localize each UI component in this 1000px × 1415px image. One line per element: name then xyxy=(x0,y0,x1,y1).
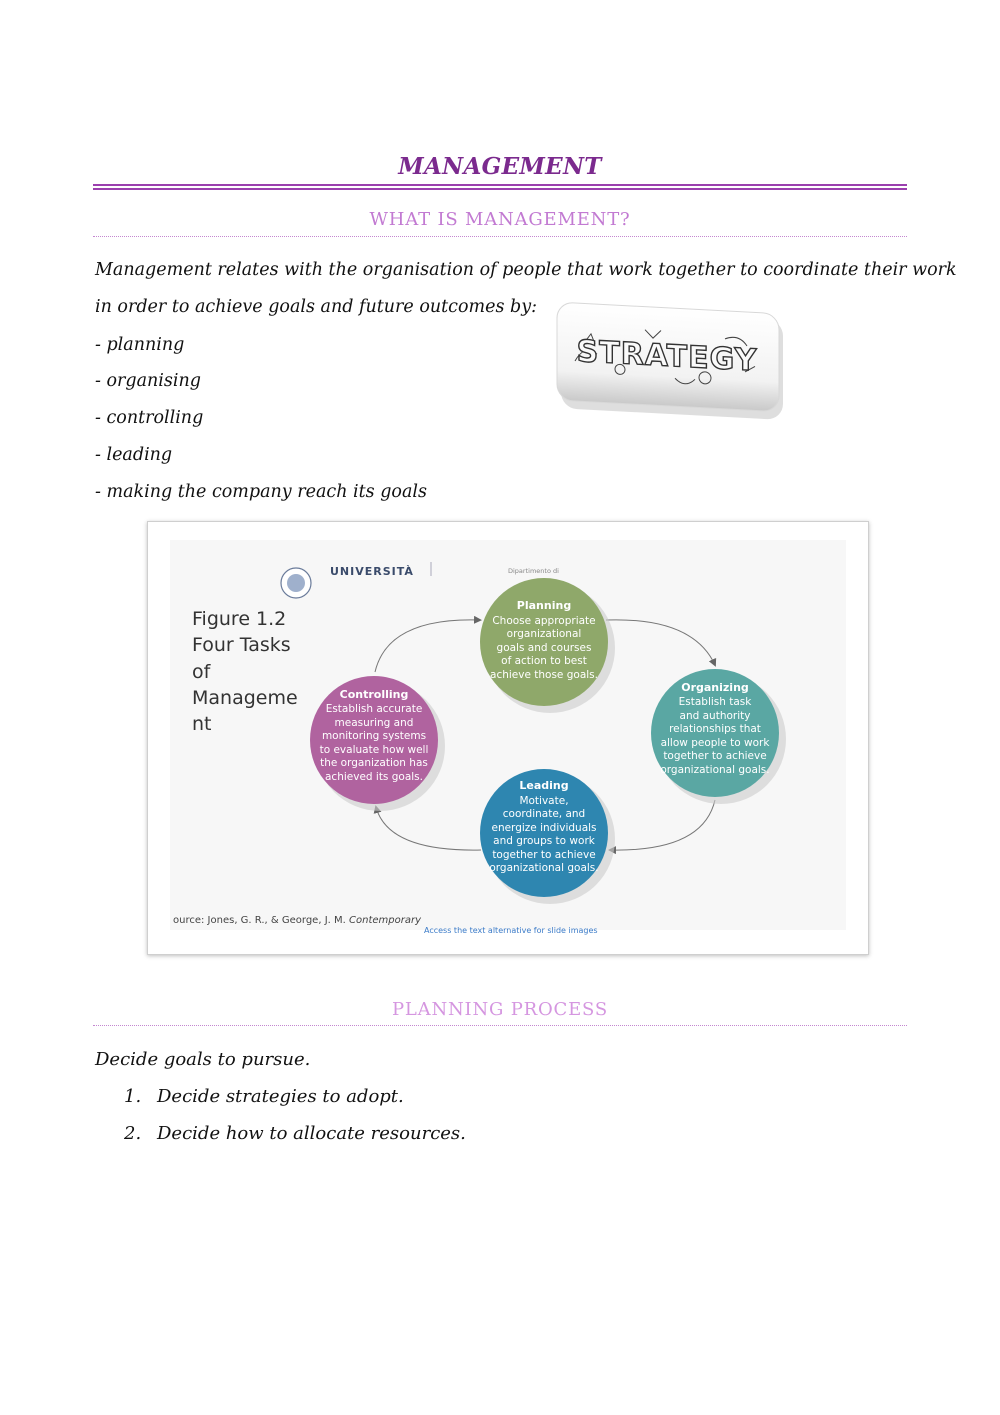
figure-caption-line-2: Four Tasks xyxy=(192,634,291,656)
svg-text:allow people to work: allow people to work xyxy=(660,737,770,749)
strategy-word: STRATEGY xyxy=(576,334,758,379)
section-divider xyxy=(93,236,907,237)
figure-caption-line-5: nt xyxy=(192,713,212,735)
list-item-2: Decide how to allocate resources. xyxy=(157,1123,466,1144)
bullet-leading: - leading xyxy=(95,445,173,465)
bullet-controlling: - controlling xyxy=(95,408,204,428)
section-heading-planning-process: PLANNING PROCESS xyxy=(391,999,608,1020)
svg-text:monitoring systems: monitoring systems xyxy=(321,730,427,742)
title-rule-bottom xyxy=(93,188,907,190)
bullet-reach-goals: - making the company reach its goals xyxy=(95,482,427,502)
svg-text:Choose appropriate: Choose appropriate xyxy=(492,615,596,627)
svg-text:Organizing: Organizing xyxy=(681,681,749,694)
svg-text:Leading: Leading xyxy=(519,779,569,792)
svg-text:of action to best: of action to best xyxy=(501,655,587,667)
strategy-image xyxy=(555,300,785,424)
svg-text:Establish accurate: Establish accurate xyxy=(325,703,423,715)
svg-text:goals and courses: goals and courses xyxy=(496,642,592,654)
figure-caption-line-1: Figure 1.2 xyxy=(192,608,287,630)
list-item-number-1: 1. xyxy=(124,1086,142,1107)
university-label: UNIVERSITÀ xyxy=(330,565,414,578)
svg-text:Controlling: Controlling xyxy=(339,688,409,701)
svg-text:and groups to work: and groups to work xyxy=(493,835,595,847)
svg-text:coordinate, and: coordinate, and xyxy=(502,808,586,820)
intro-line-2: in order to achieve goals and future outcomes by: xyxy=(95,297,537,317)
page-title: MANAGEMENT xyxy=(398,153,602,180)
svg-text:Planning: Planning xyxy=(516,599,572,612)
dipartimento-label: Dipartimento di xyxy=(508,567,559,575)
svg-text:measuring and: measuring and xyxy=(334,717,414,729)
svg-text:organizational goals.: organizational goals. xyxy=(489,862,599,874)
svg-text:achieved its goals.: achieved its goals. xyxy=(324,771,424,783)
svg-text:and authority: and authority xyxy=(679,710,751,722)
svg-text:the organization has: the organization has xyxy=(320,757,428,769)
svg-text:achieve those goals.: achieve those goals. xyxy=(490,669,598,681)
list-item-number-2: 2. xyxy=(124,1123,142,1144)
figure-four-tasks xyxy=(147,521,869,955)
bullet-planning: - planning xyxy=(95,335,185,355)
title-rule-top xyxy=(93,184,907,186)
section-divider-2 xyxy=(93,1025,907,1026)
svg-text:energize individuals: energize individuals xyxy=(491,822,597,834)
svg-text:relationships that: relationships that xyxy=(669,723,761,735)
svg-text:together to achieve: together to achieve xyxy=(492,849,596,861)
section-heading-what-is-management: WHAT IS MANAGEMENT? xyxy=(369,209,631,230)
bullet-organising: - organising xyxy=(95,371,201,391)
list-item-1: Decide strategies to adopt. xyxy=(157,1086,404,1107)
figure-diagram xyxy=(148,522,868,954)
text-alternative-link[interactable]: Access the text alternative for slide images xyxy=(424,926,598,935)
svg-text:Motivate,: Motivate, xyxy=(519,795,569,807)
planning-lead: Decide goals to pursue. xyxy=(95,1049,311,1070)
svg-text:organizational: organizational xyxy=(506,628,582,640)
svg-text:Establish task: Establish task xyxy=(678,696,752,708)
figure-caption-line-4: Manageme xyxy=(192,687,298,709)
svg-text:together to achieve: together to achieve xyxy=(663,750,767,762)
svg-text:organizational goals.: organizational goals. xyxy=(660,764,770,776)
figure-caption-line-3: of xyxy=(192,661,211,683)
intro-line-1: Management relates with the organisation of people that work together to coordinate their work xyxy=(95,260,957,280)
svg-text:to evaluate how well: to evaluate how well xyxy=(319,744,429,756)
figure-source: ource: Jones, G. R., & George, J. M. Contemporary xyxy=(173,915,421,926)
